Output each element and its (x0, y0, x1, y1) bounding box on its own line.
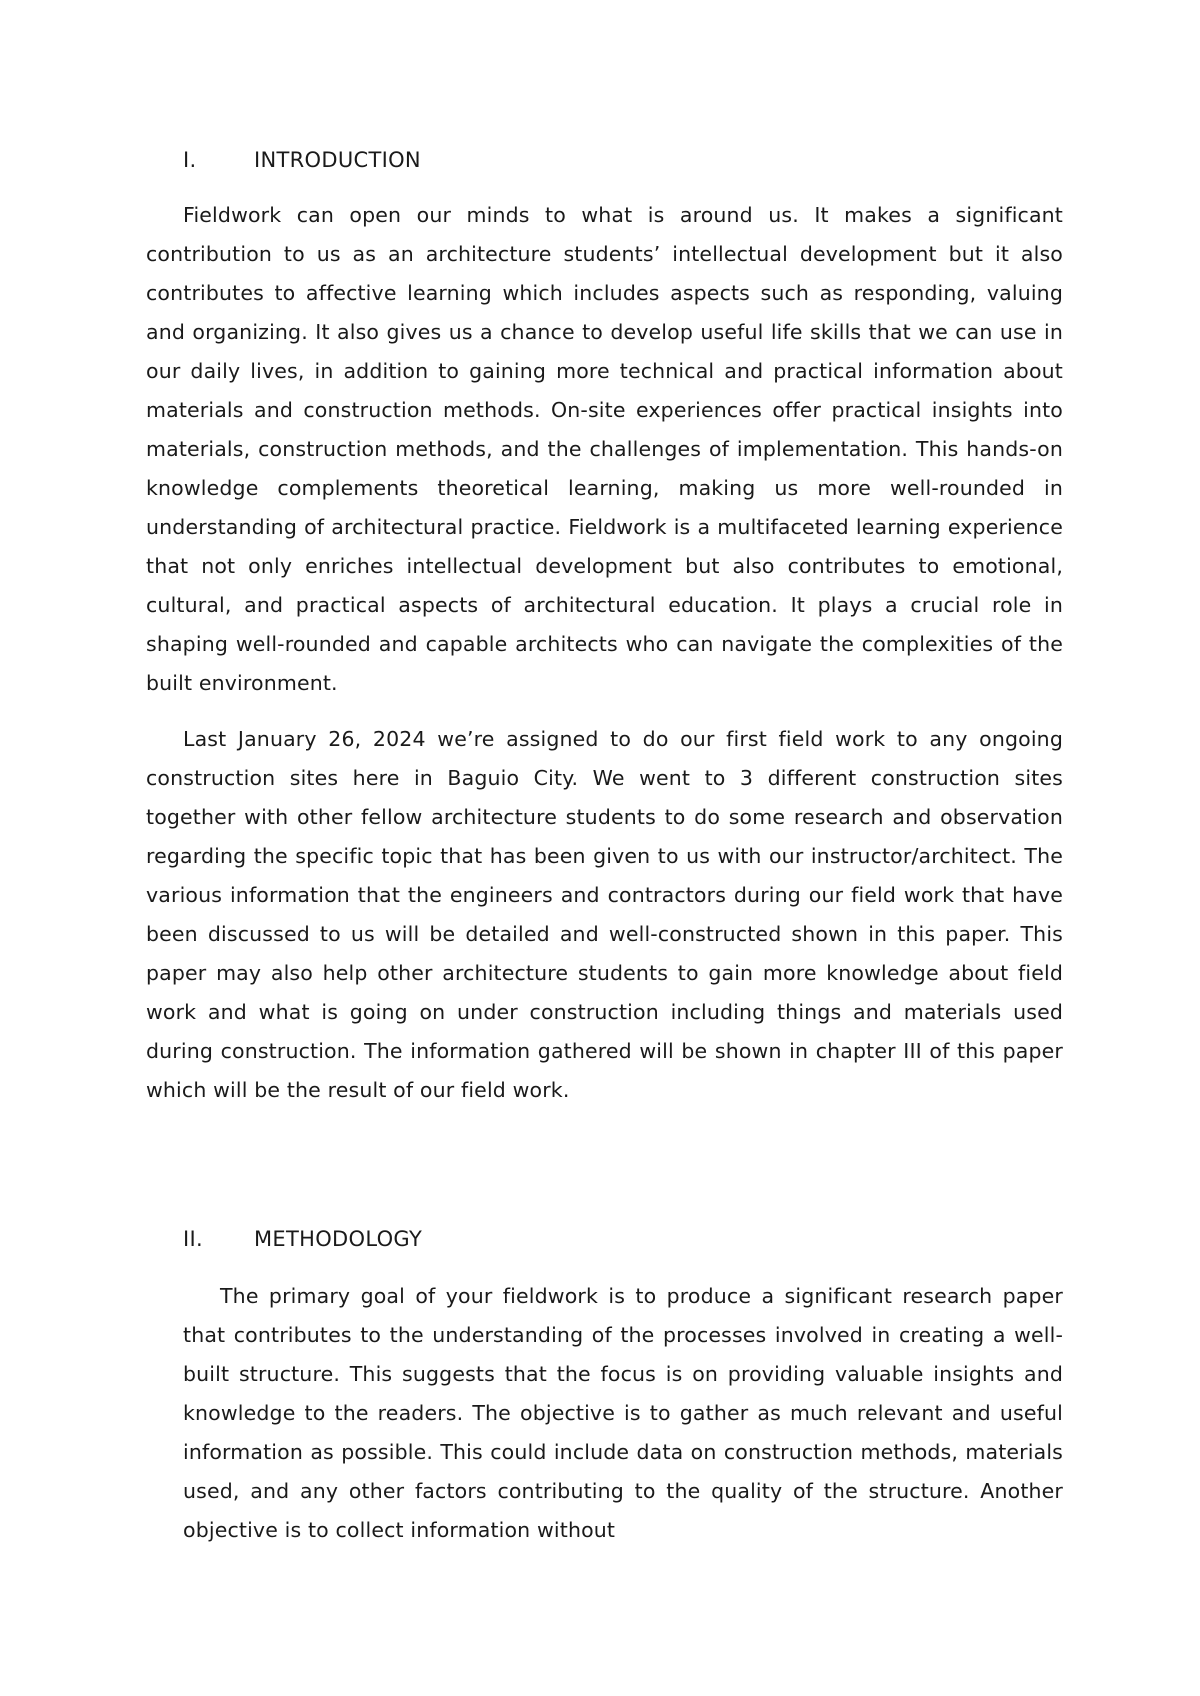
section-heading-methodology (183, 1225, 683, 1253)
intro-paragraph-2: Last January 26, 2024 we’re assigned to do our first field work to any ongoing construction sites here in Baguio City. We went to 3 different construction sites together with other fellow architecture students to do some research and observation regarding the specific topic that has been given to us with our instructor/architect. The various information that the engineers and contractors during our field work that have been discussed to us will be detailed and well-constructed shown in this paper. This paper may also help other architecture students to gain more knowledge about field work and what is going on under construction including things and materials used during construction. The information gathered will be shown in chapter III of this paper which will be the result of our field work. (146, 727, 1063, 1102)
section-title: INTRODUCTION (254, 148, 421, 172)
section-title: METHODOLOGY (254, 1227, 423, 1251)
intro-paragraph-1: Fieldwork can open our minds to what is around us. It makes a significant contribution to us as an architecture students’ intellectual development but it also contributes to affective learning which includes aspects such as responding, valuing and organizing. It also gives us a chance to develop useful life skills that we can use in our daily lives, in addition to gaining more technical and practical information about materials and construction methods. On-site experiences offer practical insights into materials, construction methods, and the challenges of implementation. This hands-on knowledge complements theoretical learning, making us more well-rounded in understanding of architectural practice. Fieldwork is a multifaceted learning experience that not only enriches intellectual development but also contributes to emotional, cultural, and practical aspects of architectural education. It plays a crucial role in shaping well-rounded and capable architects who can navigate the complexities of the built environment. (146, 203, 1063, 695)
section-number: I. (183, 148, 197, 172)
methodology-paragraph-1: The primary goal of your fieldwork is to produce a significant research paper that contributes to the understanding of the processes involved in creating a well-built structure. This suggests that the focus is on providing valuable insights and knowledge to the readers. The objective is to gather as much relevant and useful information as possible. This could include data on construction methods, materials used, and any other factors contributing to the quality of the structure. Another objective is to collect information without (183, 1284, 1063, 1542)
section-number: II. (183, 1227, 203, 1251)
section-heading-introduction (183, 146, 683, 174)
